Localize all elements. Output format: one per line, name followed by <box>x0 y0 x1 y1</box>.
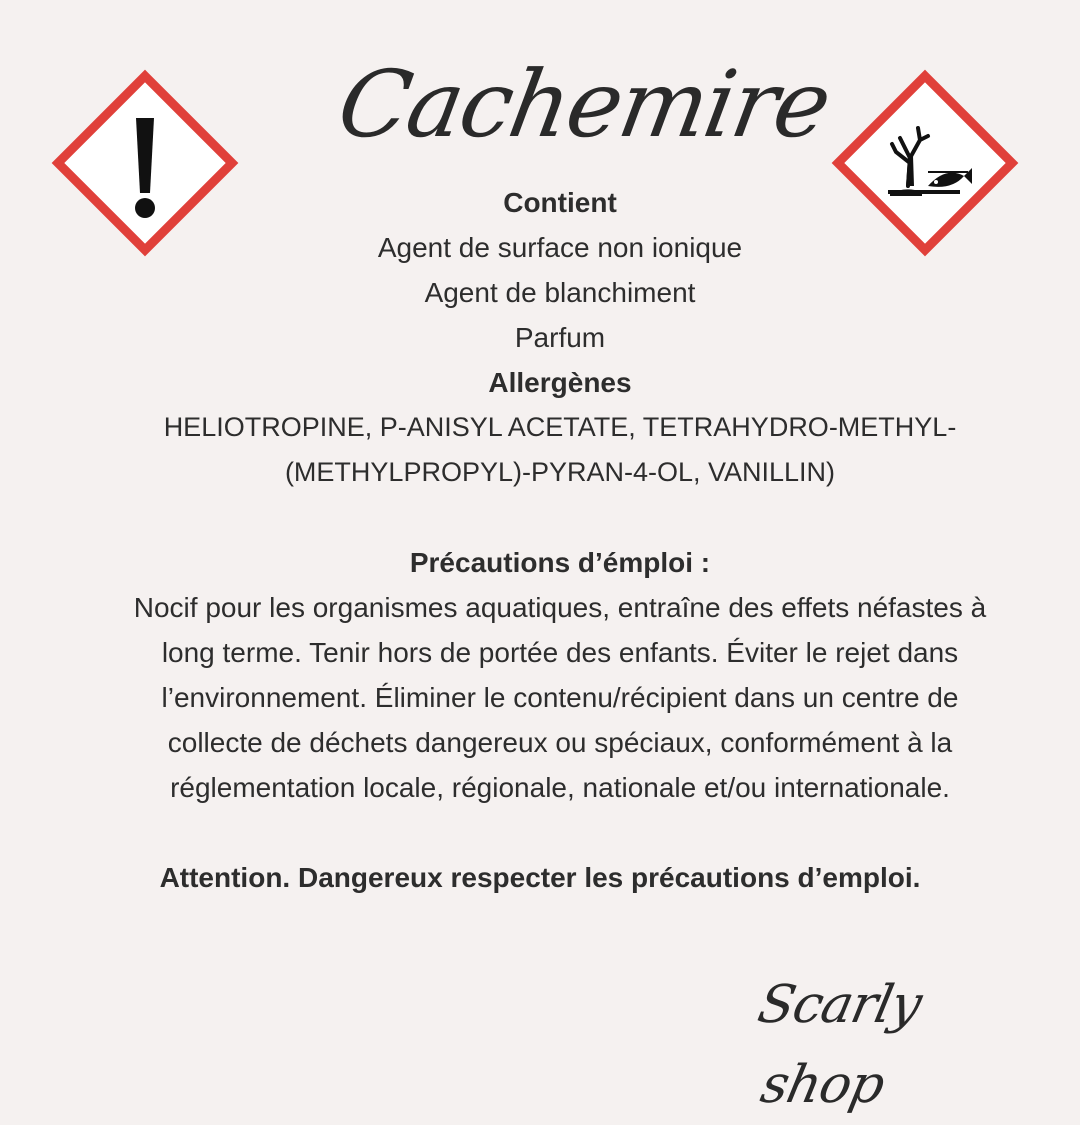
allergens-line: (METHYLPROPYL)-PYRAN-4-OL, VANILLIN) <box>284 457 836 487</box>
section-spacer <box>40 495 1080 540</box>
precautions-line: long terme. Tenir hors de portée des enfants. Éviter le rejet dans <box>161 637 959 668</box>
ingredient-item: Parfum <box>514 322 606 353</box>
contains-heading: Contient <box>503 187 617 218</box>
allergens-heading: Allergènes <box>488 367 632 398</box>
warning-statement: Attention. Dangereux respecter les précautions d’emploi. <box>159 862 921 893</box>
label-content <box>40 180 1080 900</box>
allergens-line: HELIOTROPINE, P-ANISYL ACETATE, TETRAHYDRO-METHYL- <box>163 412 957 442</box>
section-spacer <box>40 810 1080 855</box>
precautions-heading: Précautions d’émploi : <box>409 547 711 578</box>
ingredient-item: Agent de blanchiment <box>424 277 696 308</box>
precautions-line: Nocif pour les organismes aquatiques, entraîne des effets néfastes à <box>133 592 987 623</box>
precautions-line: l’environnement. Éliminer le contenu/récipient dans un centre de <box>161 682 959 713</box>
precautions-line: collecte de déchets dangereux ou spéciaux, conformément à la <box>167 727 953 758</box>
brand-signature: Scarly shop <box>752 975 927 1115</box>
product-title: Cachemire <box>330 51 838 158</box>
ingredient-item: Agent de surface non ionique <box>377 232 743 263</box>
precautions-line: réglementation locale, régionale, nationale et/ou internationale. <box>170 772 950 803</box>
